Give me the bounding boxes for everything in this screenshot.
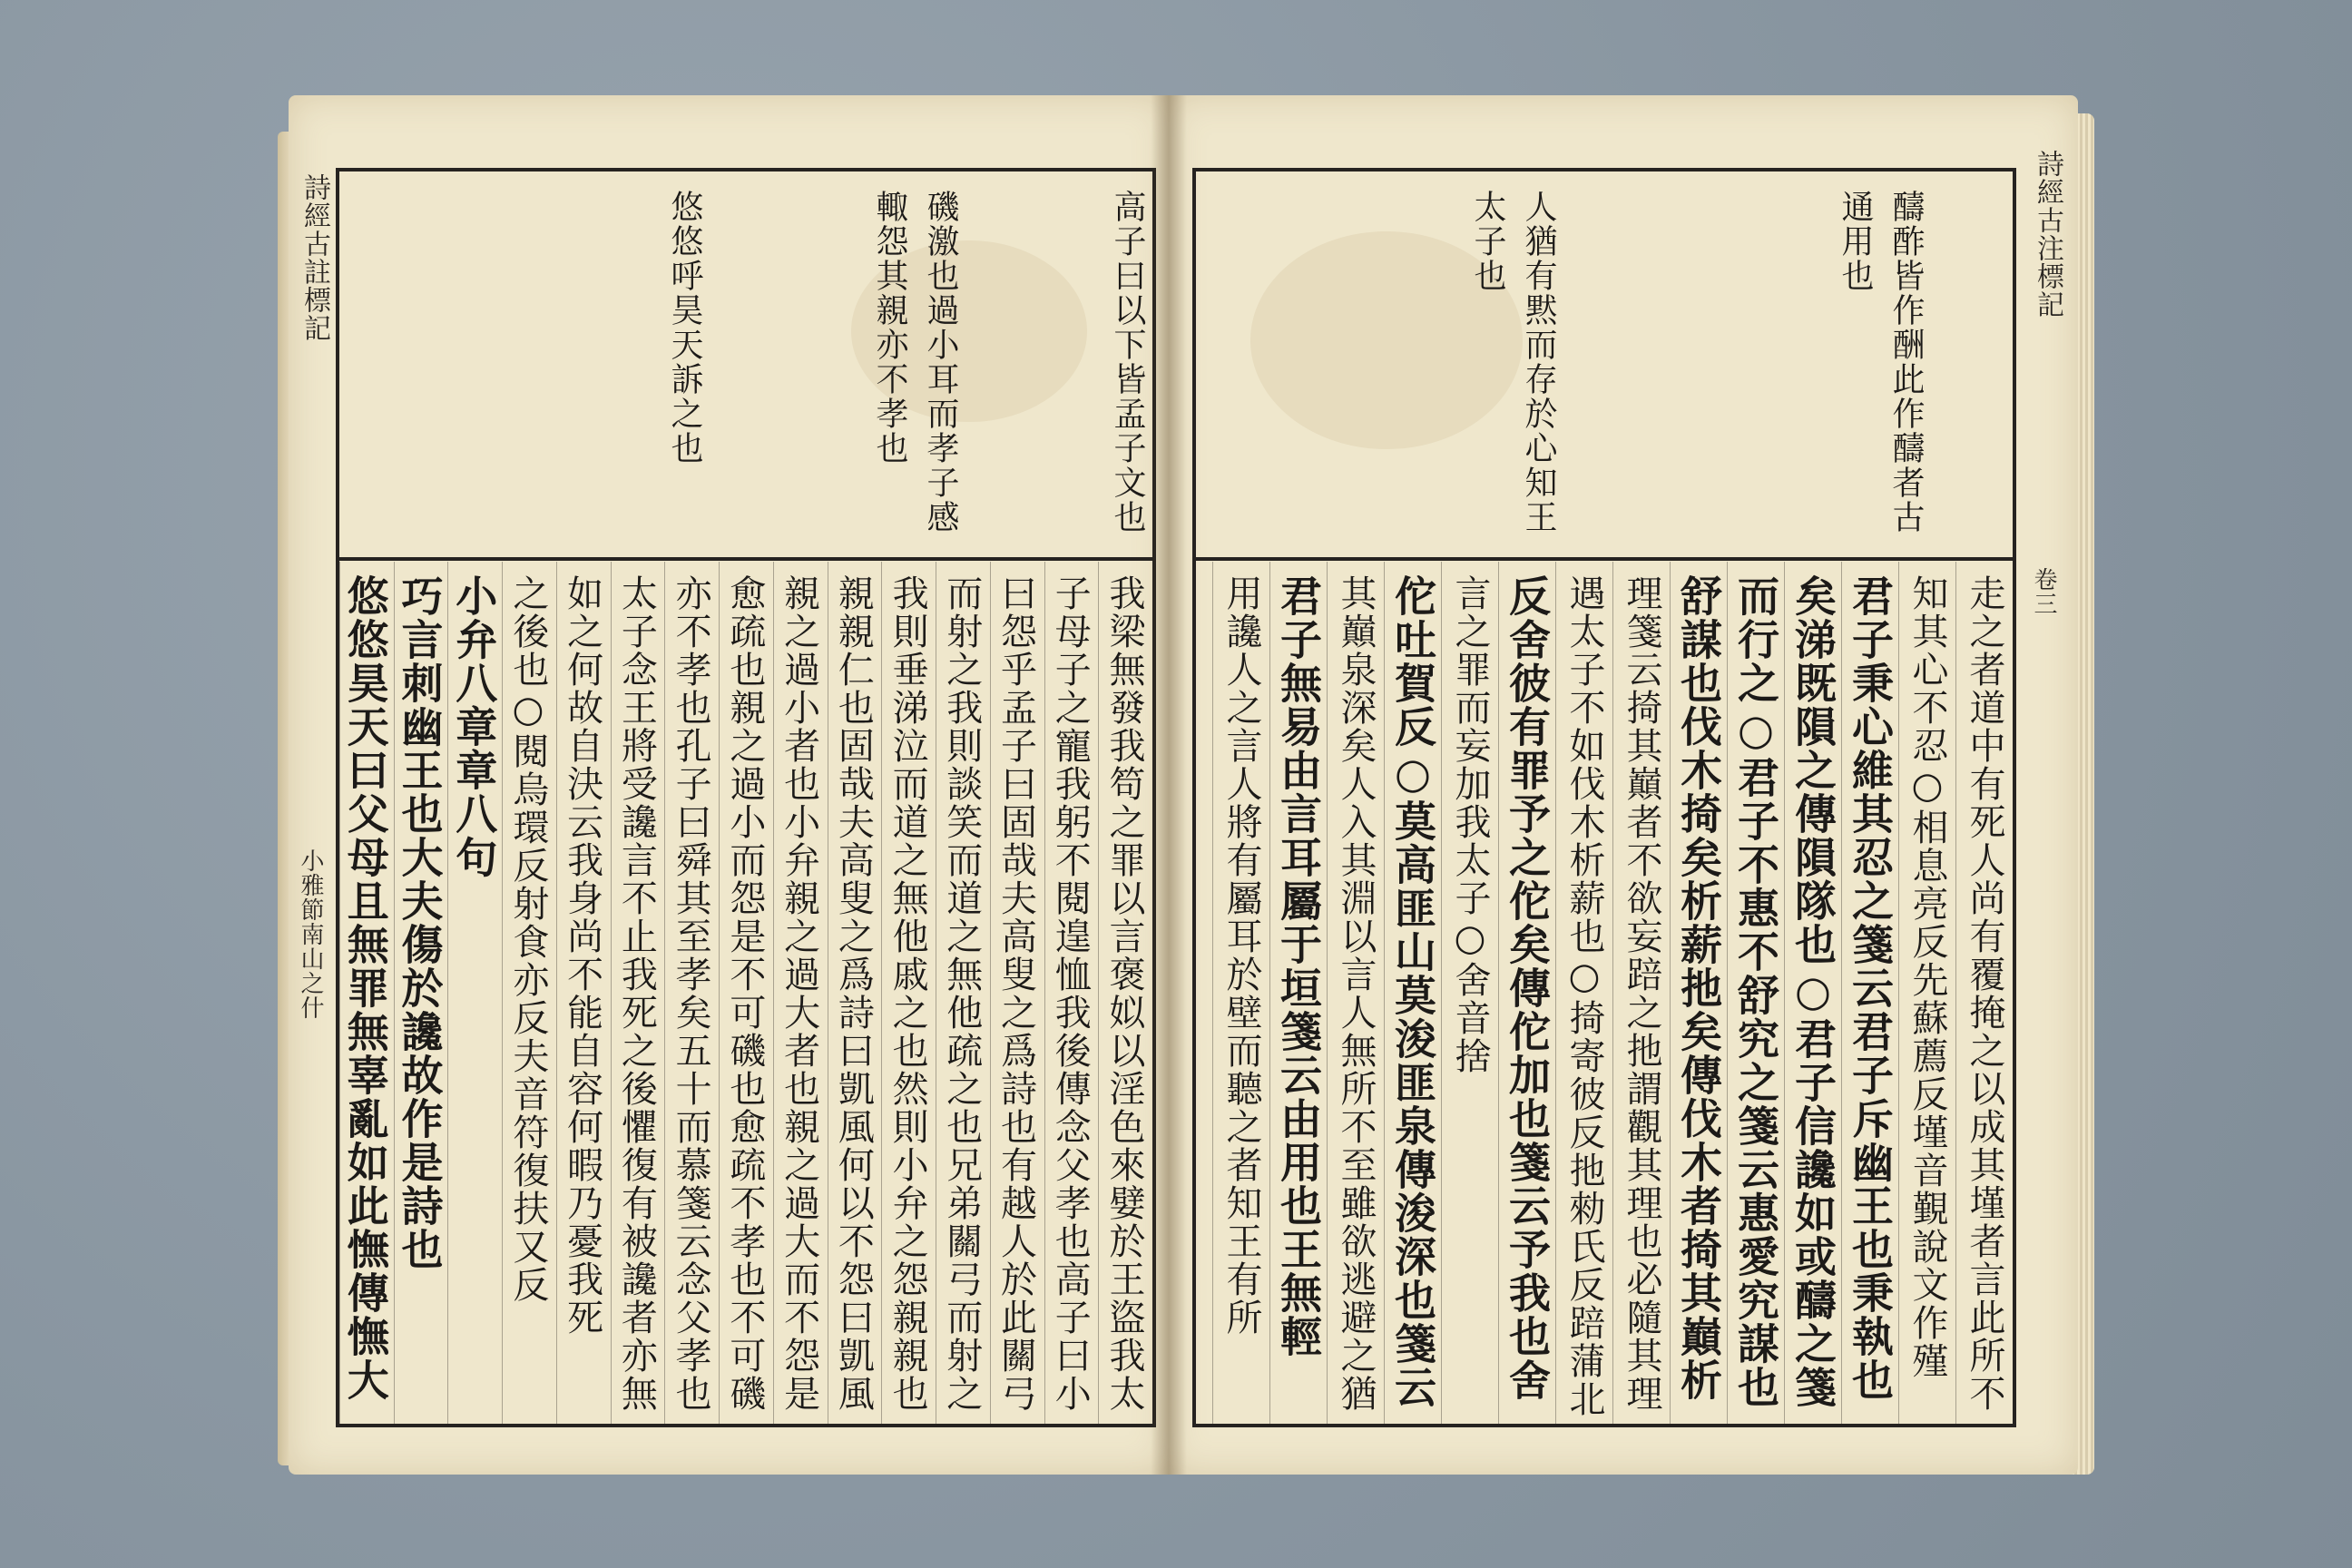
text-column: 親之過小者也小弁親之過大者也親之過大而不怨是 [773,562,828,1424]
text-column: 我梁無發我笱之罪以言褒姒以淫色來嬖於王盜我太 [1098,562,1152,1424]
chapter-heading: 小弁八章章八句 [447,562,502,1424]
text-column: 如之何故自決云我身尚不能自容何暇乃憂我死 [556,562,611,1424]
verse-column: 君子秉心維其忍之箋云君子斥幽王也秉執也 [1841,562,1898,1424]
text-column: 子母子之寵我躬不閱遑恤我後傳念父孝也高子曰小 [1044,562,1099,1424]
left-body-columns [339,562,1152,1424]
head-divider [1196,557,2013,561]
verse-column: 悠悠昊天曰父母且無罪無辜亂如此憮傳憮大 [339,562,394,1424]
text-column: 理箋云掎其巔者不欲妄踣之扡謂觀其理也必隨其理 [1612,562,1670,1424]
text-column: 太子念王將受讒言不止我死之後懼復有被讒者亦無 [611,562,665,1424]
left-page [289,95,1169,1475]
preface-column: 巧言刺幽王也大夫傷於讒故作是詩也 [394,562,448,1424]
head-note: 醻酢皆作酬此作醻者古 [1887,190,1925,534]
text-column: 知其心不忍○相息亮反先蘇薦反墐音覲說文作殣 [1898,562,1955,1424]
open-book [289,95,2078,1475]
left-margin-bottom: 小雅節南山之什 [297,848,324,1020]
text-column: 愈疏也親之過小而怨是不可磯也愈疏不孝也不可磯 [719,562,773,1424]
verse-column: 反舍彼有罪予之佗矣傳佗加也箋云予我也舍 [1498,562,1555,1424]
head-note: 磯激也過小耳而孝子感 [922,190,959,534]
text-column: 其巔泉深矣人入其淵以言人無所不至雖欲逃避之猶 [1327,562,1384,1424]
text-column: 之後也○閱烏環反射食亦反夫音符復扶又反 [502,562,556,1424]
verse-column: 而行之○君子不惠不舒究之箋云惠愛究謀也 [1727,562,1784,1424]
verse-column: 矣涕既隕之傳隕隊也○君子信讒如或醻之箋 [1784,562,1841,1424]
text-column: 遇太子不如伐木析薪也○掎寄彼反扡勑氏反踣蒲北 [1555,562,1612,1424]
text-column: 言之罪而妄加我太子○舍音捨 [1441,562,1498,1424]
verse-column: 佗吐賀反○莫高匪山莫浚匪泉傳浚深也箋云 [1384,562,1441,1424]
head-note: 輙怨其親亦不孝也 [871,190,908,466]
head-note: 通用也 [1837,190,1874,293]
left-margin-title: 詩經古註標記 [299,173,330,342]
right-margin-side: 卷三 [2030,567,2057,616]
head-note: 高子曰以下皆孟子文也 [1109,190,1146,534]
text-column: 用讒人之言人將有屬耳於壁而聽之者知王有所 [1212,562,1269,1424]
right-page [1169,95,2078,1475]
left-text-frame [336,168,1156,1427]
head-note: 太子也 [1469,190,1506,293]
text-column: 曰怨乎孟子曰固哉夫高叟之爲詩也有越人於此關弓 [990,562,1044,1424]
text-column: 親親仁也固哉夫高叟之爲詩曰凱風何以不怨曰凱風 [828,562,882,1424]
verse-column: 君子無易由言耳屬于垣箋云由用也王無輕 [1269,562,1327,1424]
right-head-notes [1196,172,2013,557]
right-body-columns [1196,562,2013,1424]
text-column: 而射之我則談笑而道之無他疏之也兄弟關弓而射之 [936,562,990,1424]
head-note: 人猶有黙而存於心知王 [1520,190,1557,534]
head-divider [339,557,1152,561]
text-column: 我則垂涕泣而道之無他戚之也然則小弁之怨親親也 [881,562,936,1424]
verse-column: 舒謀也伐木掎矣析薪扡矣傳伐木者掎其巔析 [1670,562,1727,1424]
text-column: 走之者道中有死人尚有覆掩之以成其墐者言此所不 [1955,562,2013,1424]
left-head-notes [339,172,1152,557]
text-column: 亦不孝也孔子曰舜其至孝矣五十而慕箋云念父孝也 [664,562,719,1424]
right-margin-title: 詩經古注標記 [2032,150,2063,318]
right-text-frame [1192,168,2016,1427]
head-note: 悠悠呼昊天訴之也 [666,190,703,466]
